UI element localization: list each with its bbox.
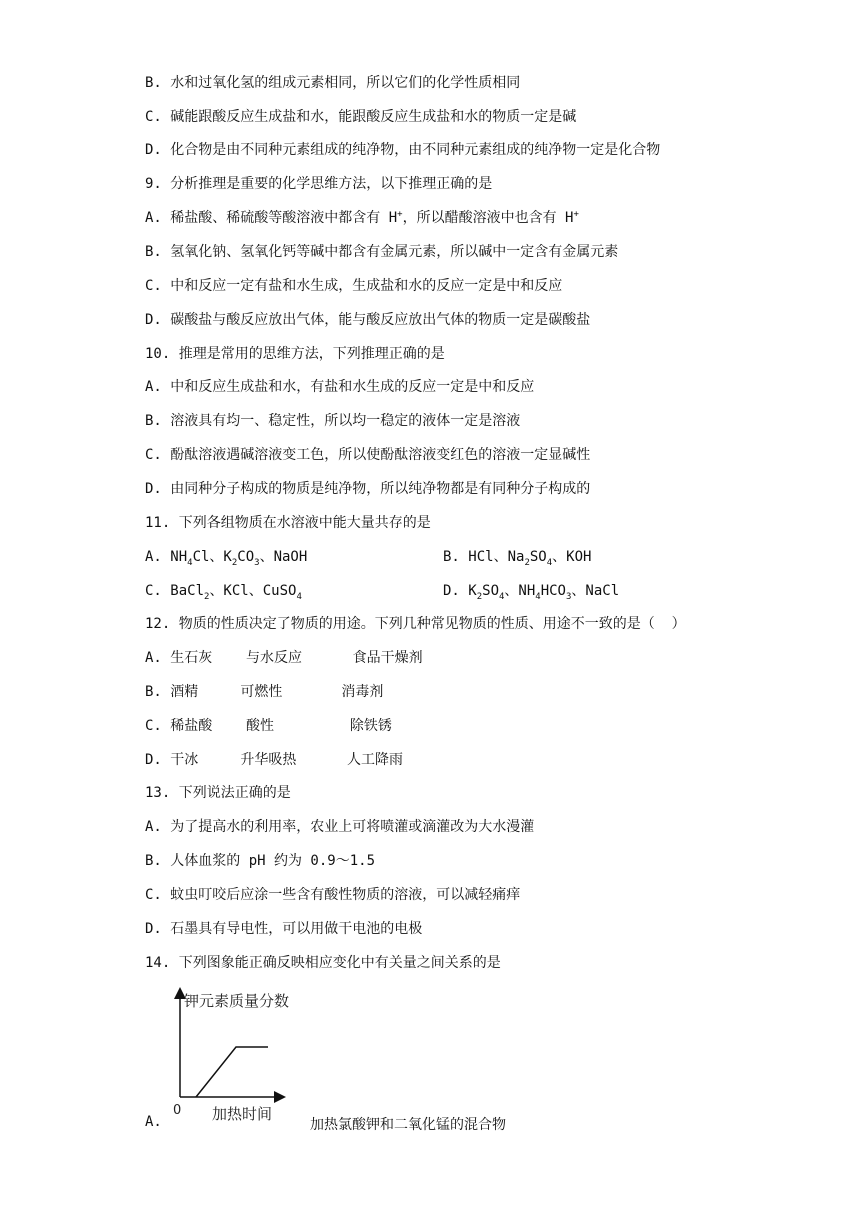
q14-graph-a — [170, 985, 310, 1123]
text-line: B. 酒精 可燃性 消毒剂 — [145, 684, 384, 700]
q14-option-a-label: A. — [145, 1114, 162, 1130]
text-line: D. 碳酸盐与酸反应放出气体，能与酸反应放出气体的物质一定是碳酸盐 — [145, 312, 591, 328]
graph-x-label: 加热时间 — [212, 1105, 273, 1123]
q9-option-a: A. 稀盐酸、稀硫酸等酸溶液中都含有 H+，所以醋酸溶液中也含有 H+ — [145, 209, 579, 226]
text-line: 9. 分析推理是重要的化学思维方法，以下推理正确的是 — [145, 176, 493, 192]
text-line: 11. 下列各组物质在水溶液中能大量共存的是 — [145, 515, 431, 531]
text-line: D. 由同种分子构成的物质是纯净物，所以纯净物都是有同种分子构成的 — [145, 481, 591, 497]
text-line: 10. 推理是常用的思维方法，下列推理正确的是 — [145, 346, 445, 362]
text-line: B. 水和过氧化氢的组成元素相同，所以它们的化学性质相同 — [145, 75, 521, 91]
text-line: B. 人体血浆的 pH 约为 0.9～1.5 — [145, 853, 376, 869]
graph-y-label: 钾元素质量分数 — [184, 992, 290, 1010]
graph-line — [196, 1047, 268, 1097]
text-line: C. 稀盐酸 酸性 除铁锈 — [145, 718, 392, 734]
text-line: D. 化合物是由不同种元素组成的纯净物，由不同种元素组成的纯净物一定是化合物 — [145, 142, 661, 158]
text-line: D. 石墨具有导电性，可以用做干电池的电极 — [145, 921, 423, 937]
q11-option-b: B. HCl、$Na_2SO_4$、KOH — [443, 549, 592, 568]
text-line: A. 中和反应生成盐和水，有盐和水生成的反应一定是中和反应 — [145, 379, 535, 395]
text-line: C. 酚酞溶液遇碱溶液变工色，所以使酚酞溶液变红色的溶液一定显碱性 — [145, 447, 591, 463]
text-line: 13. 下列说法正确的是 — [145, 785, 291, 801]
q14-option-a-description: 加热氯酸钾和二氧化锰的混合物 — [310, 1117, 506, 1133]
text-line: A. 为了提高水的利用率，农业上可将喷灌或滴灌改为大水漫灌 — [145, 819, 535, 835]
q11-option-a: A. $NH_4Cl$、$K_2CO_3$、NaOH — [145, 549, 308, 568]
text-line: C. 蚊虫叮咬后应涂一些含有酸性物质的溶液，可以减轻痛痒 — [145, 887, 521, 903]
text-line: 12. 物质的性质决定了物质的用途。下列几种常见物质的性质、用途不一致的是（ ） — [145, 616, 686, 632]
text-line: B. 溶液具有均一、稳定性，所以均一稳定的液体一定是溶液 — [145, 413, 521, 429]
text-line: 14. 下列图象能正确反映相应变化中有关量之间关系的是 — [145, 955, 501, 971]
text-line: C. 中和反应一定有盐和水生成，生成盐和水的反应一定是中和反应 — [145, 278, 563, 294]
q11-option-d: D. $K_2SO_4$、$NH_4HCO_3$、NaCl — [443, 583, 620, 602]
text-line: B. 氢氧化钠、氢氧化钙等碱中都含有金属元素，所以碱中一定含有金属元素 — [145, 244, 619, 260]
text-line: A. 生石灰 与水反应 食品干燥剂 — [145, 650, 423, 666]
graph-origin-label: 0 — [173, 1103, 182, 1118]
text-line: C. 碱能跟酸反应生成盐和水，能跟酸反应生成盐和水的物质一定是碱 — [145, 109, 577, 125]
text-line: D. 干冰 升华吸热 人工降雨 — [145, 752, 404, 768]
q11-option-c: C. BaCl$_2$、KCl、CuSO$_4$ — [145, 583, 302, 602]
